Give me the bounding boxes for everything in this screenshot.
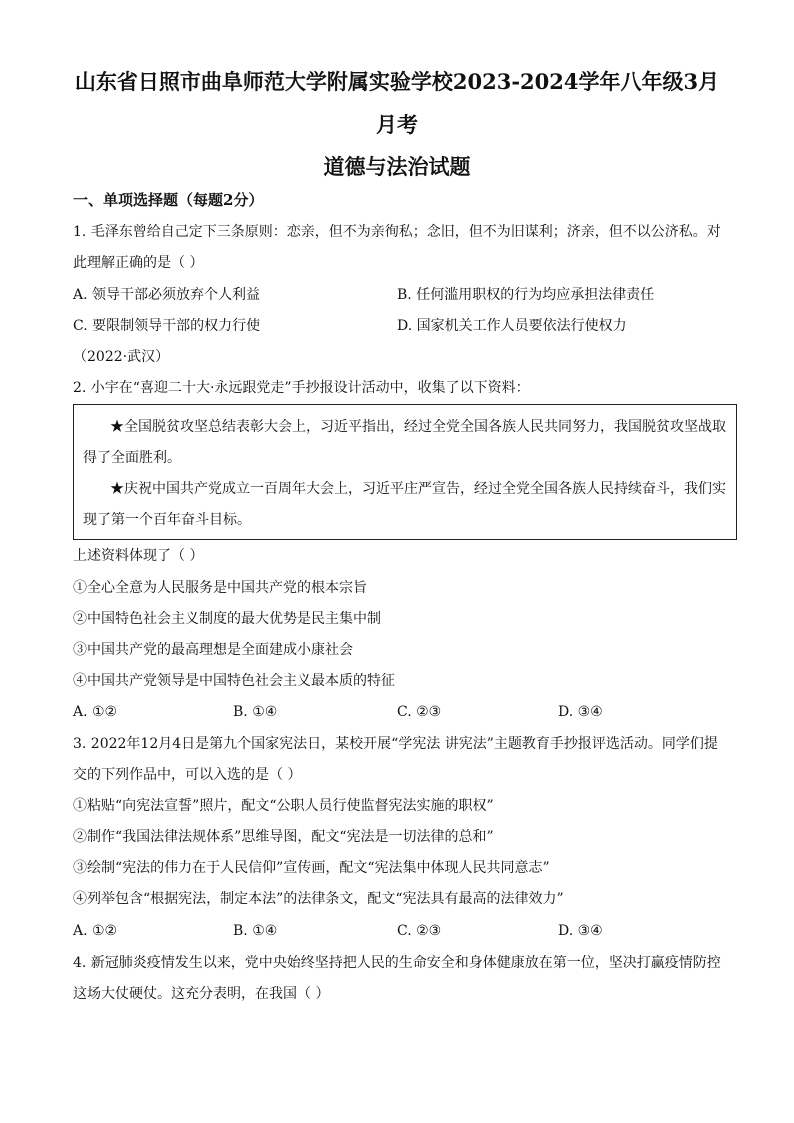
- q2-stem: 2. 小宇在“喜迎二十大·永远跟党走”手抄报设计活动中，收集了以下资料：: [73, 380, 530, 396]
- q2-box-line4: 现了第一个百年奋斗目标。: [83, 512, 251, 528]
- q3-option-d: D. ③④: [558, 923, 603, 939]
- q3-item-3: ③绘制“宪法的伟力在于人民信仰”宣传画，配文“宪法集中体现人民共同意志”: [73, 860, 550, 876]
- q1-stem-line1: 1. 毛泽东曾给自己定下三条原则：恋亲，但不为亲徇私；念旧，但不为旧谋利；济亲，但不以公济私。对: [73, 224, 721, 240]
- q2-box-line2: 得了全面胜利。: [83, 450, 181, 466]
- q2-option-b: B. ①④: [233, 704, 278, 720]
- q3-option-a: A. ①②: [73, 923, 118, 939]
- q3-option-c: C. ②③: [397, 923, 442, 939]
- exam-title-line2: 月考: [376, 112, 418, 137]
- q2-item-2: ②中国特色社会主义制度的最大优势是民主集中制: [73, 611, 381, 627]
- q2-box-line3: ★庆祝中国共产党成立一百周年大会上，习近平庄严宣告，经过全党全国各族人民持续奋斗，我们实: [110, 481, 726, 497]
- q2-item-3: ③中国共产党的最高理想是全面建成小康社会: [73, 642, 353, 658]
- q1-option-c: C. 要限制领导干部的权力行使: [73, 318, 261, 334]
- q1-option-d: D. 国家机关工作人员要依法行使权力: [397, 318, 627, 334]
- q1-option-a: A. 领导干部必须放弃个人利益: [73, 287, 261, 303]
- q4-stem-line1: 4. 新冠肺炎疫情发生以来，党中央始终坚持把人民的生命安全和身体健康放在第一位，坚决打赢疫情防控: [73, 955, 721, 971]
- q2-option-a: A. ①②: [73, 704, 118, 720]
- q2-item-4: ④中国共产党领导是中国特色社会主义最本质的特征: [73, 673, 395, 689]
- q2-material-box: [73, 404, 737, 540]
- q1-stem-line2: 此理解正确的是（ ）: [73, 255, 204, 271]
- q1-option-b: B. 任何滥用职权的行为均应承担法律责任: [397, 287, 655, 303]
- section-heading: 一、单项选择题（每题2分）: [73, 191, 264, 209]
- q3-item-4: ④列举包含“根据宪法，制定本法”的法律条文，配文“宪法具有最高的法律效力”: [73, 891, 564, 907]
- q3-item-2: ②制作“我国法律法规体系”思维导图，配文“宪法是一切法律的总和”: [73, 829, 494, 845]
- q2-box-line1: ★全国脱贫攻坚总结表彰大会上，习近平指出，经过全党全国各族人民共同努力，我国脱贫攻坚战取: [110, 419, 726, 435]
- exam-title-line1: 山东省日照市曲阜师范大学附属实验学校2023-2024学年八年级3月: [74, 69, 720, 94]
- q2-item-1: ①全心全意为人民服务是中国共产党的根本宗旨: [73, 580, 367, 596]
- exam-subtitle: 道德与法治试题: [323, 154, 471, 179]
- q2-option-c: C. ②③: [397, 704, 442, 720]
- q4-stem-line2: 这场大仗硬仗。这充分表明，在我国（ ）: [73, 986, 330, 1002]
- q3-stem-line2: 交的下列作品中，可以入选的是（ ）: [73, 767, 302, 783]
- q2-source: （2022·武汉）: [73, 349, 170, 365]
- q2-question: 上述资料体现了（ ）: [73, 548, 204, 564]
- q2-option-d: D. ③④: [558, 704, 603, 720]
- q3-option-b: B. ①④: [233, 923, 278, 939]
- q3-item-1: ①粘贴“向宪法宣誓”照片，配文“公职人员行使监督宪法实施的职权”: [73, 798, 494, 814]
- q3-stem-line1: 3. 2022年12月4日是第九个国家宪法日，某校开展“学宪法 讲宪法”主题教育手抄报评选活动。同学们提: [73, 736, 718, 752]
